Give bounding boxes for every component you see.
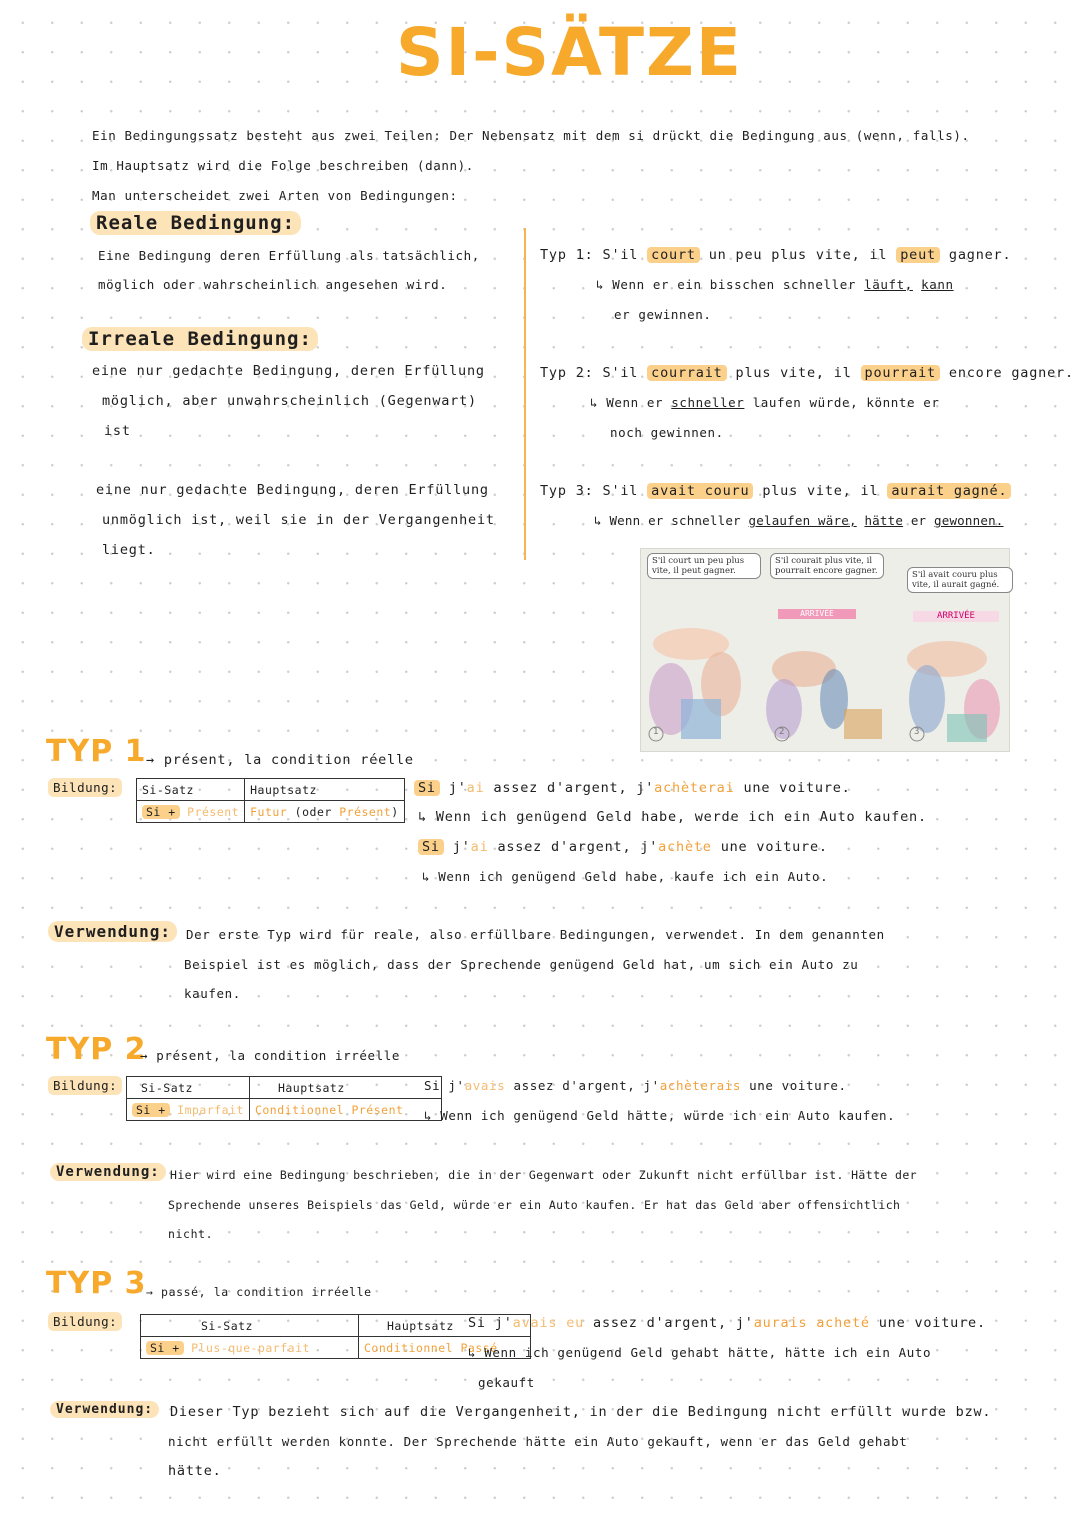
example-typ1-de: ↳ Wenn er ein bisschen schneller läuft, kann	[596, 277, 954, 292]
runners-scene-1	[641, 549, 763, 751]
irreale-line-2: möglich, aber unwahrscheinlich (Gegenwart)	[102, 393, 477, 409]
typ3-example-de: ↳ Wenn ich genügend Geld gehabt hätte, hätte ich ein Auto	[468, 1345, 932, 1360]
typ1-title: TYP 1	[46, 734, 147, 769]
typ2-example: Si j'avais assez d'argent, j'achèterais une voiture.	[424, 1078, 847, 1093]
typ3-cell-si: Si + Plus-que-parfait	[141, 1337, 359, 1359]
typ3-title: TYP 3	[46, 1266, 147, 1301]
typ1-example-1-de: ↳ Wenn ich genügend Geld habe, werde ich ein Auto kaufen.	[418, 809, 927, 825]
irreale-line-4: eine nur gedachte Bedingung, deren Erfüllung	[96, 482, 489, 498]
panel-number-2: 2	[779, 727, 785, 737]
example-typ2-fr: Typ 2: S'il courrait plus vite, il pourrait encore gagner.	[540, 365, 1074, 381]
typ1-verwendung-line-3: kaufen.	[184, 986, 241, 1001]
speech-bubble-1: S'il court un peu plus vite, il peut gagner.	[647, 553, 761, 579]
typ3-bildung-label: Bildung:	[48, 1312, 122, 1331]
typ1-example-2: Si j'ai assez d'argent, j'achète une voiture.	[418, 839, 828, 855]
typ1-cell-si: Si + Présent	[137, 801, 245, 823]
finish-banner-2: ARRIVÉE	[778, 609, 856, 619]
intro-line-2: Im Hauptsatz wird die Folge beschreiben (dann).	[92, 158, 474, 173]
panel-number-3: 3	[914, 727, 920, 737]
irreale-line-3: ist	[104, 423, 131, 439]
intro-line-3: Man unterscheidet zwei Arten von Bedingungen:	[92, 188, 458, 203]
typ3-verwendung-line-1: Dieser Typ bezieht sich auf die Vergangenheit, in der die Bedingung nicht erfüllt wurde bzw.	[170, 1404, 992, 1420]
example-typ3-de: ↳ Wenn er schneller gelaufen wäre, hätte er gewonnen.	[594, 513, 1004, 528]
typ2-title: TYP 2	[46, 1032, 147, 1067]
reale-line-2: möglich oder wahrscheinlich angesehen wird.	[98, 277, 448, 292]
example-typ2-de-2: noch gewinnen.	[610, 425, 724, 440]
typ2-verwendung-line-3: nicht.	[168, 1227, 214, 1241]
typ3-verwendung-line-3: hätte.	[168, 1463, 222, 1479]
example-typ2-de: ↳ Wenn er schneller laufen würde, könnte er	[590, 395, 940, 410]
intro-line-1: Ein Bedingungssatz besteht aus zwei Teilen: Der Nebensatz mit dem si drückt die Bedingung aus (wenn, falls).	[92, 128, 970, 143]
speech-bubble-3: S'il avait couru plus vite, il aurait gagné.	[907, 567, 1013, 593]
typ3-subtitle: → passé, la condition irréelle	[146, 1285, 372, 1299]
typ2-bildung-table	[126, 1076, 442, 1121]
typ1-verwendung-label: Verwendung:	[48, 922, 177, 941]
typ2-subtitle: → présent, la condition irréelle	[140, 1048, 401, 1063]
example-typ3-fr: Typ 3: S'il avait couru plus vite, il aurait gagné.	[540, 483, 1011, 499]
typ3-verwendung-line-2: nicht erfüllt werden konnte. Der Sprechende hätte ein Auto gekauft, wenn er das Geld gehabt	[168, 1434, 908, 1449]
typ1-verwendung-line-2: Beispiel ist es möglich, dass der Sprechende genügend Geld hat, um sich ein Auto zu	[184, 957, 859, 972]
comic-panel-1	[641, 549, 763, 751]
reale-line-1: Eine Bedingung deren Erfüllung als tatsächlich,	[98, 248, 480, 263]
page-title: SI-SÄTZE	[396, 14, 743, 91]
typ3-head-haupt: Hauptsatz	[359, 1315, 531, 1337]
typ3-verwendung-label: Verwendung:	[50, 1402, 159, 1417]
speech-bubble-2: S'il courait plus vite, il pourrait encore gagner.	[770, 553, 884, 579]
typ1-example-1: Si j'ai assez d'argent, j'achèterai une voiture.	[414, 780, 851, 796]
reale-heading: Reale Bedingung:	[90, 212, 301, 234]
typ1-subtitle: → présent, la condition réelle	[146, 752, 414, 768]
typ3-head-si: Si-Satz	[141, 1315, 359, 1337]
comic-illustration	[640, 548, 1010, 752]
typ2-verwendung-line-2: Sprechende unseres Beispiels das Geld, würde er ein Auto kaufen. Er hat das Geld aber offensichtlich	[168, 1198, 901, 1212]
typ2-head-haupt: Hauptsatz	[249, 1077, 441, 1099]
typ1-head-si: Si-Satz	[137, 779, 245, 801]
typ1-example-2-de: ↳ Wenn ich genügend Geld habe, kaufe ich ein Auto.	[422, 869, 829, 884]
typ1-bildung-table	[136, 778, 405, 823]
irreale-line-5: unmöglich ist, weil sie in der Vergangenheit	[102, 512, 495, 528]
divider-line	[524, 228, 526, 560]
typ2-verwendung-line-1: Hier wird eine Bedingung beschrieben, die in der Gegenwart oder Zukunft nicht erfüllbar ist. Hätte der	[170, 1168, 918, 1182]
comic-panel-3	[887, 549, 1009, 751]
typ2-bildung-label: Bildung:	[48, 1076, 122, 1095]
typ1-bildung-label: Bildung:	[48, 778, 122, 797]
typ1-cell-haupt: Futur (oder Présent)	[245, 801, 405, 823]
typ2-verwendung-label: Verwendung:	[50, 1164, 166, 1180]
example-typ1-de-2: er gewinnen.	[614, 307, 712, 322]
typ1-verwendung-line-1: Der erste Typ wird für reale, also erfüllbare Bedingungen, verwendet. In dem genannten	[186, 927, 885, 942]
typ3-cell-haupt: Conditionnel Passé	[359, 1337, 531, 1359]
runners-scene-2	[764, 549, 886, 751]
irreale-line-6: liegt.	[102, 542, 156, 558]
irreale-line-1: eine nur gedachte Bedingung, deren Erfüllung	[92, 363, 485, 379]
typ2-cell-si: Si + Imparfait	[127, 1099, 250, 1121]
typ3-example-de-2: gekauft	[478, 1375, 535, 1390]
example-typ1-fr: Typ 1: S'il court un peu plus vite, il peut gagner.	[540, 247, 1012, 263]
typ1-head-haupt: Hauptsatz	[245, 779, 405, 801]
comic-panel-2	[764, 549, 886, 751]
typ2-cell-haupt: Conditionnel Présent	[249, 1099, 441, 1121]
typ3-example: Si j'avais eu assez d'argent, j'aurais acheté une voiture.	[468, 1315, 986, 1331]
typ2-head-si: Si-Satz	[127, 1077, 250, 1099]
finish-banner-3: ARRIVÉE	[913, 611, 999, 622]
runners-scene-3	[887, 549, 1009, 751]
panel-number-1: 1	[653, 727, 659, 737]
typ2-example-de: ↳ Wenn ich genügend Geld hätte, würde ich ein Auto kaufen.	[424, 1108, 896, 1123]
irreale-heading: Irreale Bedingung:	[82, 328, 318, 350]
